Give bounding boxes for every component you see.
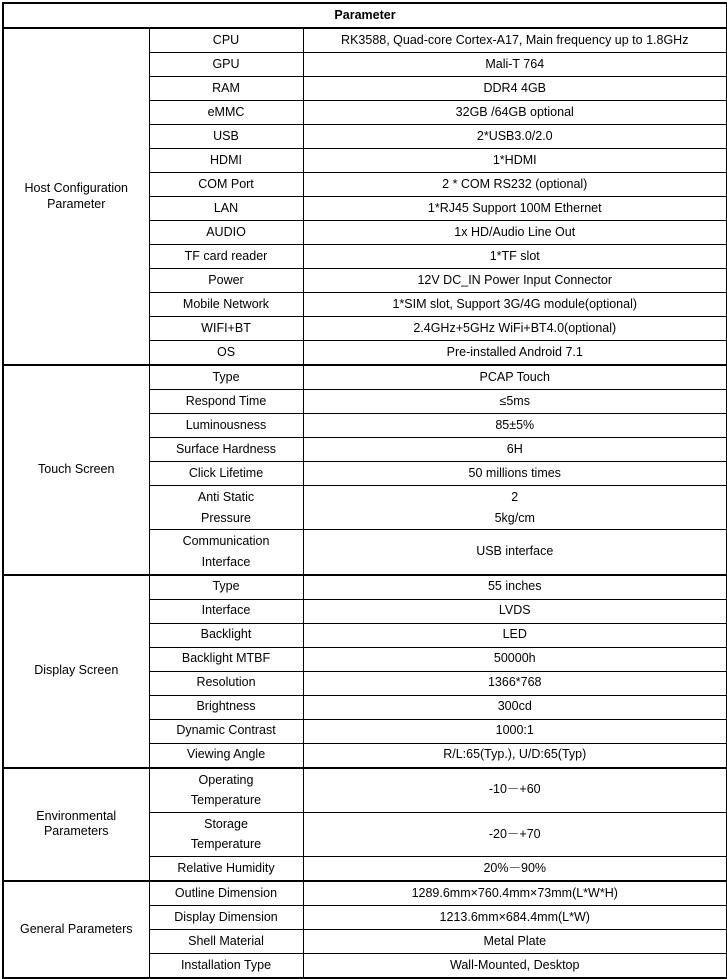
- param-value-cell: 2.4GHz+5GHz WiFi+BT4.0(optional): [303, 317, 727, 341]
- param-name-cell: Respond Time: [149, 390, 303, 414]
- param-name-cell: Display Dimension: [149, 906, 303, 930]
- param-value-cell: LVDS: [303, 599, 727, 623]
- param-name-cell: Backlight MTBF: [149, 647, 303, 671]
- table-title: Parameter: [3, 3, 727, 28]
- param-value-cell: Pre-installed Android 7.1: [303, 341, 727, 366]
- param-value-cell: 1366*768: [303, 671, 727, 695]
- param-value-cell: 12V DC_IN Power Input Connector: [303, 269, 727, 293]
- param-name-cell: Shell Material: [149, 930, 303, 954]
- param-name-cell: Viewing Angle: [149, 743, 303, 768]
- table-row: [3, 768, 727, 813]
- param-value-cell: PCAP Touch: [303, 365, 727, 390]
- param-name-cell: GPU: [149, 53, 303, 77]
- param-name-cell: Power: [149, 269, 303, 293]
- param-name-cell: COM Port: [149, 173, 303, 197]
- group-cell: Display Screen: [3, 575, 149, 768]
- param-value-cell: 20%－90%: [303, 857, 727, 882]
- table-row: [3, 575, 727, 600]
- param-value-cell: 1*RJ45 Support 100M Ethernet: [303, 197, 727, 221]
- param-name-cell: Resolution: [149, 671, 303, 695]
- param-name-cell: Type: [149, 575, 303, 600]
- param-name-cell: USB: [149, 125, 303, 149]
- spec-table-body: [3, 3, 727, 978]
- table-row: [3, 28, 727, 53]
- param-name-cell: Type: [149, 365, 303, 390]
- param-value-cell: 2 5kg/cm: [303, 486, 727, 530]
- param-value-cell: ≤5ms: [303, 390, 727, 414]
- group-cell: Host Configuration Parameter: [3, 28, 149, 365]
- param-value-cell: 32GB /64GB optional: [303, 101, 727, 125]
- group-cell: Environmental Parameters: [3, 768, 149, 882]
- param-name-cell: Backlight: [149, 623, 303, 647]
- param-value-cell: 300cd: [303, 695, 727, 719]
- param-name-cell: OS: [149, 341, 303, 366]
- param-value-cell: USB interface: [303, 530, 727, 575]
- param-value-cell: 1*HDMI: [303, 149, 727, 173]
- param-name-cell: Luminousness: [149, 414, 303, 438]
- spec-table: [2, 2, 727, 979]
- param-value-cell: Mali-T 764: [303, 53, 727, 77]
- param-value-cell: -10－+60: [303, 768, 727, 813]
- param-value-cell: 85±5%: [303, 414, 727, 438]
- param-name-cell: WIFI+BT: [149, 317, 303, 341]
- table-row: [3, 365, 727, 390]
- param-name-cell: Communication Interface: [149, 530, 303, 575]
- param-value-cell: Metal Plate: [303, 930, 727, 954]
- table-header-row: [3, 3, 727, 28]
- param-name-cell: eMMC: [149, 101, 303, 125]
- param-name-cell: AUDIO: [149, 221, 303, 245]
- param-value-cell: 1*TF slot: [303, 245, 727, 269]
- param-name-cell: CPU: [149, 28, 303, 53]
- param-name-cell: LAN: [149, 197, 303, 221]
- param-name-cell: Click Lifetime: [149, 462, 303, 486]
- param-name-cell: Outline Dimension: [149, 881, 303, 906]
- param-value-cell: -20－+70: [303, 812, 727, 856]
- table-row: [3, 881, 727, 906]
- param-name-cell: HDMI: [149, 149, 303, 173]
- group-cell: General Parameters: [3, 881, 149, 978]
- param-name-cell: Interface: [149, 599, 303, 623]
- param-value-cell: 6H: [303, 438, 727, 462]
- param-value-cell: 2*USB3.0/2.0: [303, 125, 727, 149]
- param-value-cell: 50000h: [303, 647, 727, 671]
- param-name-cell: Mobile Network: [149, 293, 303, 317]
- param-value-cell: RK3588, Quad-core Cortex-A17, Main frequency up to 1.8GHz: [303, 28, 727, 53]
- param-name-cell: Operating Temperature: [149, 768, 303, 813]
- param-name-cell: Surface Hardness: [149, 438, 303, 462]
- param-value-cell: R/L:65(Typ.), U/D:65(Typ): [303, 743, 727, 768]
- param-name-cell: Brightness: [149, 695, 303, 719]
- group-cell: Touch Screen: [3, 365, 149, 575]
- param-value-cell: LED: [303, 623, 727, 647]
- param-value-cell: DDR4 4GB: [303, 77, 727, 101]
- param-value-cell: 1000:1: [303, 719, 727, 743]
- param-name-cell: Installation Type: [149, 954, 303, 979]
- param-value-cell: 1289.6mm×760.4mm×73mm(L*W*H): [303, 881, 727, 906]
- param-name-cell: Relative Humidity: [149, 857, 303, 882]
- param-name-cell: Storage Temperature: [149, 812, 303, 856]
- param-value-cell: 2 * COM RS232 (optional): [303, 173, 727, 197]
- param-value-cell: 1x HD/Audio Line Out: [303, 221, 727, 245]
- param-name-cell: Dynamic Contrast: [149, 719, 303, 743]
- param-name-cell: RAM: [149, 77, 303, 101]
- param-name-cell: TF card reader: [149, 245, 303, 269]
- param-value-cell: 55 inches: [303, 575, 727, 600]
- param-value-cell: 1*SIM slot, Support 3G/4G module(optional): [303, 293, 727, 317]
- param-name-cell: Anti Static Pressure: [149, 486, 303, 530]
- param-value-cell: 1213.6mm×684.4mm(L*W): [303, 906, 727, 930]
- param-value-cell: 50 millions times: [303, 462, 727, 486]
- param-value-cell: Wall-Mounted, Desktop: [303, 954, 727, 979]
